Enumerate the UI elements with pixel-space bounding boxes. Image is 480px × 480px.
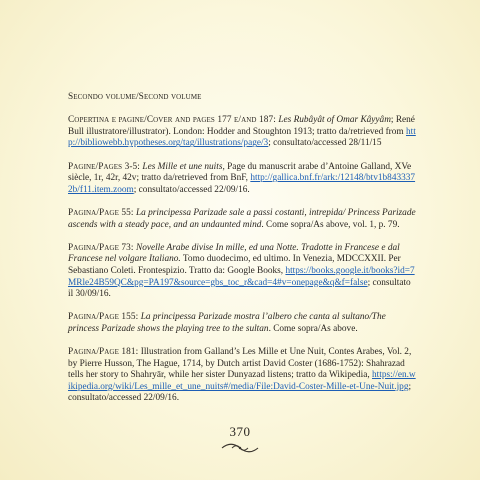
entry-text: . Come sopra/As above.	[268, 323, 358, 334]
entry-lead: Pagina/Page 181:	[68, 347, 141, 358]
entry-tail: ; consultato/accessed 22/09/16.	[68, 381, 412, 404]
entry-text: , Page du manuscrit arabe d’Antoine Galland, XVe siècle, 1r, 42r, 42v; tratto da/retrieved from BnF,	[68, 161, 412, 184]
entry-tail: ; consultato il 30/09/16.	[68, 277, 411, 300]
entry-text: ; René Bull illustratore/illustrator). London: Hodder and Stoughton 1913; tratto da/retrieved from	[68, 115, 415, 137]
page-number: 370	[229, 424, 251, 439]
entry-text: Tomo duodecimo, ed ultimo. In Venezia, MDCCXXII. Per Sebastiano Coleti. Frontespizio. Tratto da: Google Books,	[68, 254, 401, 276]
entry-lead: Copertina e pagine/Cover and pages 177 e/and 187:	[68, 115, 279, 126]
entry-tail: ; consultato/accessed 28/11/15	[268, 138, 382, 149]
entry-title: La principessa Parizade sale a passi costanti, intrepida/ Princess Parizade ascends with a steady pace, and an undaunted mind	[68, 207, 416, 230]
entry-text: . Come sopra/As above, vol. 1, p. 79.	[261, 219, 400, 230]
credits-text-block	[68, 92, 418, 417]
credit-entry-page-55	[68, 208, 418, 231]
credit-entry-pages-3-5	[68, 162, 418, 197]
entry-lead: Pagine/Pages 3-5:	[68, 161, 143, 172]
entry-tail: ; consultato/accessed 22/09/16.	[133, 184, 250, 195]
entry-text: Illustration from Galland’s Les Mille et Une Nuit, Contes Arabes, Vol. 2, by Pierre Husson, The Hague, 1714, by Dutch artist David Coster (1686-1752): Shahrazad tells her story to Shahryār, while her sister Dunyazad listens; tratto da Wikipedia,	[68, 347, 412, 381]
credit-entry-cover	[68, 115, 418, 150]
credit-entry-page-73	[68, 243, 418, 301]
entry-title: Les Mille et une nuits	[142, 161, 223, 172]
entry-title: Les Rubâyât of Omar Kâyyâm	[278, 115, 391, 126]
entry-link[interactable]: https://en.wikipedia.org/wiki/Les_mille_et_une_nuits#/media/File:David-Coster-Mille-et-Une-Nuit.jpg	[68, 370, 416, 392]
entry-title: Novelle Arabe divise In mille, ed una Notte. Tradotte in Francese e dal Francese nel volgare Italiano.	[68, 242, 400, 265]
entry-link[interactable]: http://bibliowebb.hypotheses.org/tag/illustrations/page/3	[68, 126, 416, 149]
entry-lead: Pagina/Page 73:	[68, 242, 136, 253]
credit-entry-page-181	[68, 347, 418, 405]
entry-link[interactable]: https://books.google.it/books?id=7MRle24B59QC&pg=PA197&source=gbs_toc_r&cad=4#v=onepage&q&f=false	[68, 265, 415, 288]
entry-link[interactable]: http://gallica.bnf.fr/ark:/12148/btv1b8433372b/f11.item.zoom	[68, 173, 416, 195]
section-heading: Secondo volume/Second volume	[68, 92, 202, 102]
entry-title: La principessa Parizade mostra l’albero che canta al sultano/The princess Parizade shows the playing tree to the sultan	[68, 312, 386, 334]
entry-lead: Pagina/Page 155:	[68, 312, 141, 323]
fleuron-ornament-icon	[220, 442, 260, 454]
credit-entry-page-155	[68, 312, 418, 335]
entry-lead: Pagina/Page 55:	[68, 207, 136, 218]
